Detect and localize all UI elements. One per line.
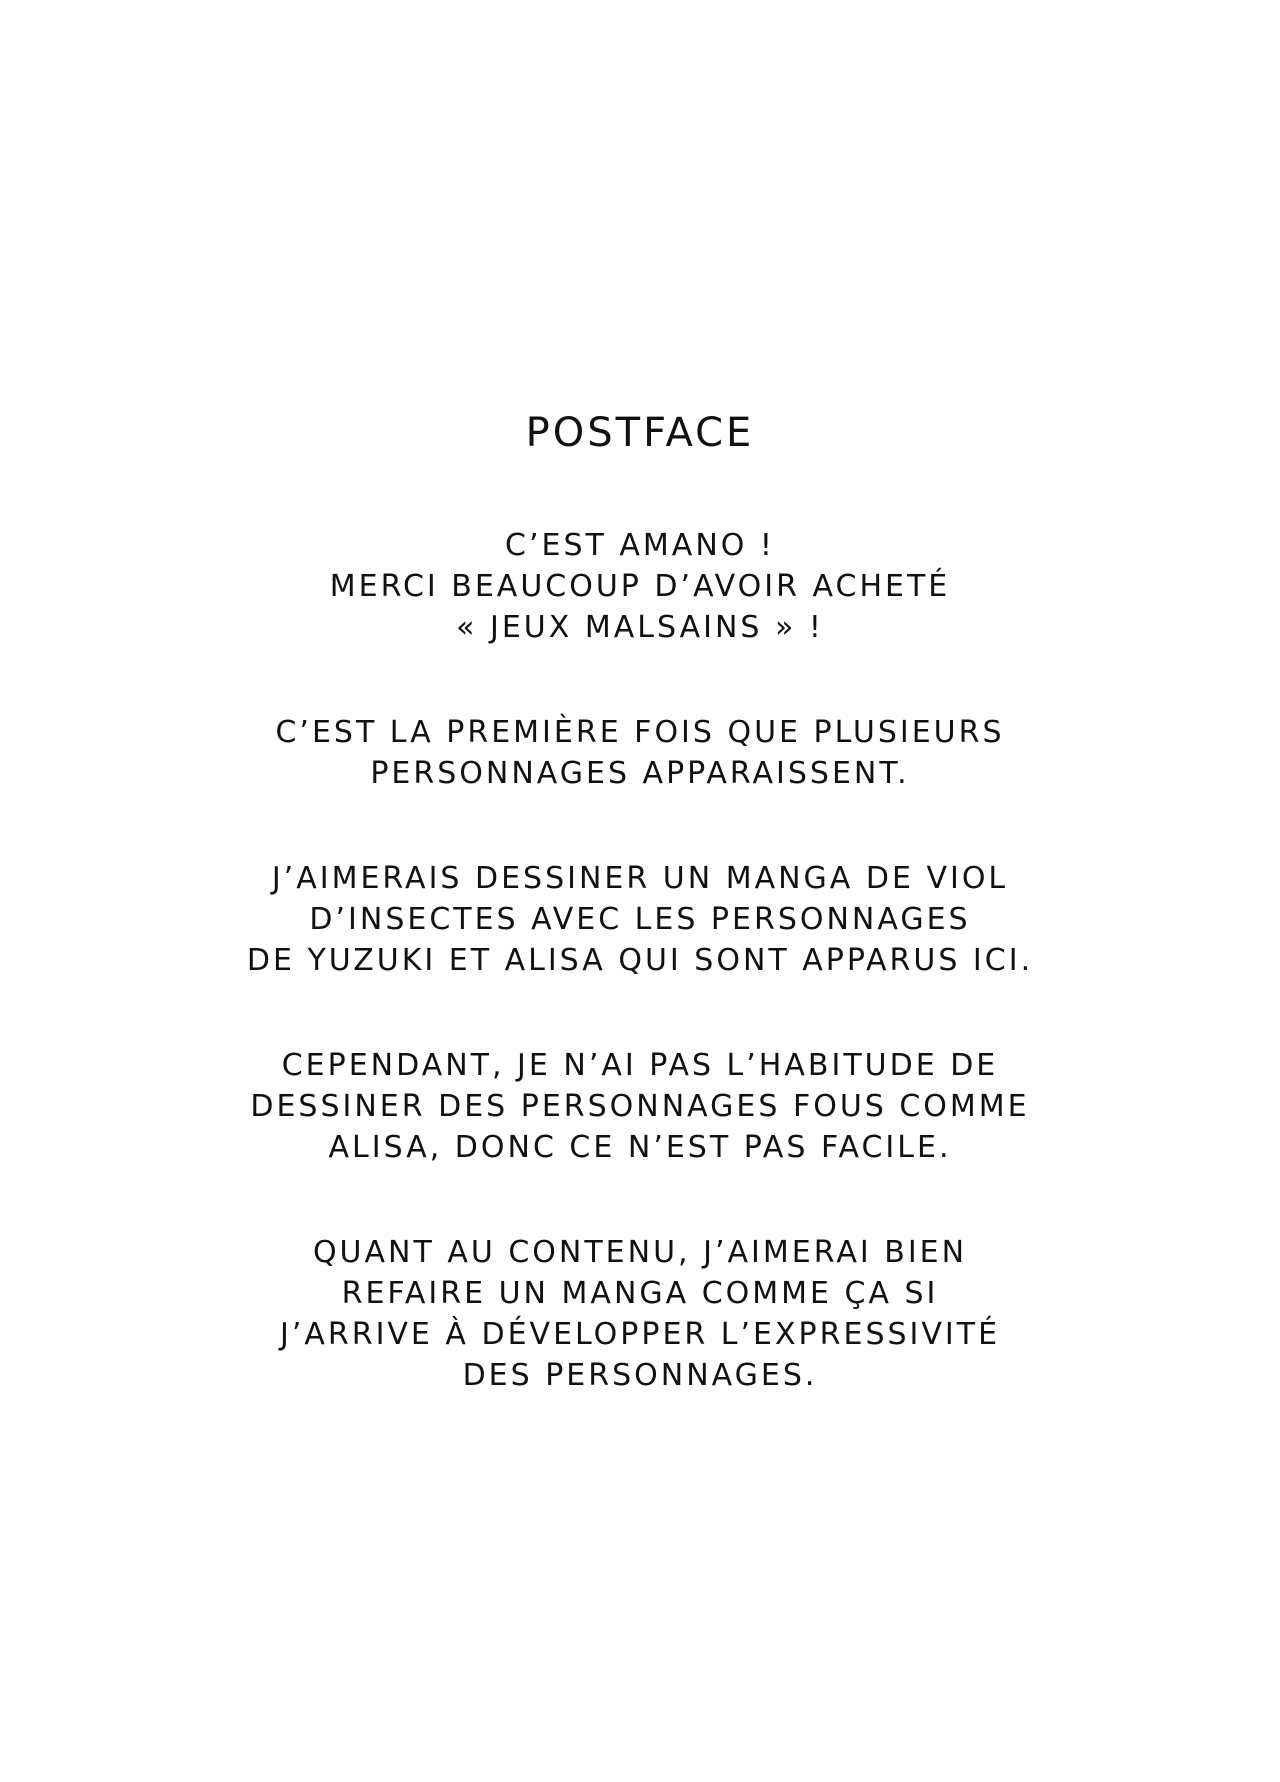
paragraph-difficulty bbox=[0, 1045, 1280, 1168]
paragraph-characters bbox=[0, 712, 1280, 794]
text-line: C’EST LA PREMIÈRE FOIS QUE PLUSIEURS bbox=[275, 715, 1005, 750]
postface-body bbox=[0, 525, 1280, 1460]
paragraph-greeting bbox=[0, 525, 1280, 648]
text-line: MERCI BEAUCOUP D’AVOIR ACHETÉ bbox=[329, 569, 951, 604]
text-line: QUANT AU CONTENU, J’AIMERAI BIEN bbox=[312, 1235, 968, 1270]
text-line: REFAIRE UN MANGA COMME ÇA SI bbox=[341, 1276, 939, 1311]
paragraph-content bbox=[0, 1232, 1280, 1396]
text-line: J’AIMERAIS DESSINER UN MANGA DE VIOL bbox=[271, 861, 1009, 896]
page-title: POSTFACE bbox=[525, 410, 755, 456]
text-line: D’INSECTES AVEC LES PERSONNAGES bbox=[309, 902, 971, 937]
text-line: J’ARRIVE À DÉVELOPPER L’EXPRESSIVITÉ bbox=[279, 1317, 1001, 1352]
text-line: ALISA, DONC CE N’EST PAS FACILE. bbox=[328, 1130, 952, 1165]
text-line: DE YUZUKI ET ALISA QUI SONT APPARUS ICI. bbox=[246, 943, 1034, 978]
paragraph-wish bbox=[0, 858, 1280, 981]
text-line: C’EST AMANO ! bbox=[505, 528, 775, 563]
text-line: CEPENDANT, JE N’AI PAS L’HABITUDE DE bbox=[281, 1048, 999, 1083]
text-line: DESSINER DES PERSONNAGES FOUS COMME bbox=[250, 1089, 1030, 1124]
text-line: « JEUX MALSAINS » ! bbox=[456, 610, 824, 645]
text-line: PERSONNAGES APPARAISSENT. bbox=[370, 756, 910, 791]
text-line: DES PERSONNAGES. bbox=[462, 1358, 818, 1393]
